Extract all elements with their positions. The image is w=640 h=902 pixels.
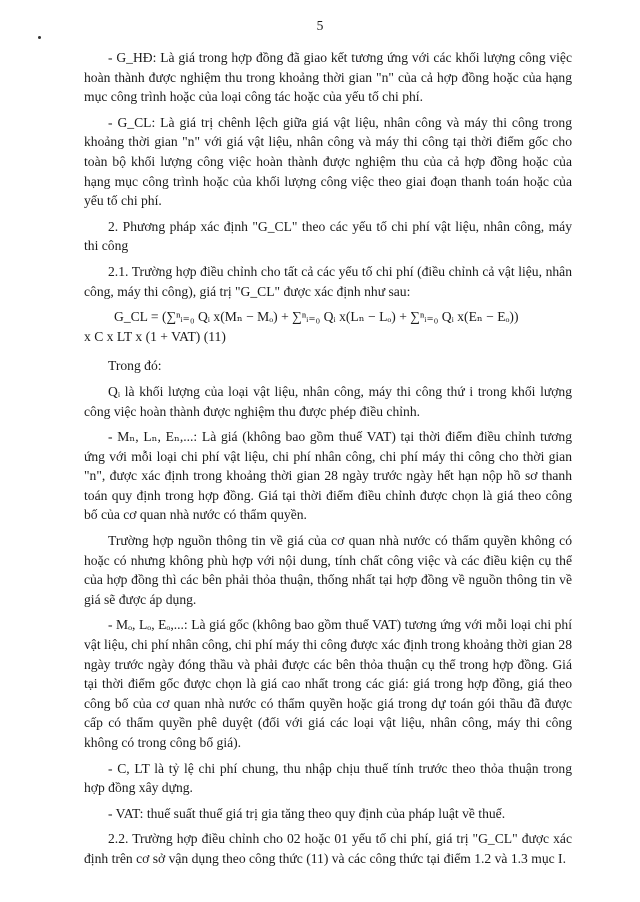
paragraph-price-source: Trường hợp nguồn thông tin về giá của cơ quan nhà nước có thẩm quyền không có hoặc có nhưng không phù hợp với nội dung, tính chất công việc và các điều kiện cụ thể của hợp đồng thì các bên phải thỏa thuận, thống nhất tại hợp đồng về nguồn thông tin về giá sẽ được áp dụng. — [84, 533, 572, 607]
paragraph-mn-ln-en: - Mₙ, Lₙ, Eₙ,...: Là giá (không bao gồm thuế VAT) tại thời điểm điều chỉnh tương ứng với mỗi loại chi phí vật liệu, chi phí nhân công, chi phí máy thi công cho thời gian "n", được xác định trong khoảng thời gian 28 ngày trước ngày hết hạn nộp hồ sơ thanh toán quy định trong hợp đồng. Giá tại thời điểm điều chỉnh được chọn là giá theo công bố của cơ quan nhà nước có thẩm quyền. — [84, 429, 572, 523]
formula-line-1: G_CL = (∑ⁿᵢ₌₀ Qᵢ x(Mₙ − Mₒ) + ∑ⁿᵢ₌₀ Qᵢ x(Lₙ − Lₒ) + ∑ⁿᵢ₌₀ Qᵢ x(Eₙ − Eₒ)) — [114, 309, 519, 325]
paragraph-2-1: 2.1. Trường hợp điều chỉnh cho tất cả các yếu tố chi phí (điều chỉnh cả vật liệu, nhân công, máy thi công), giá trị "G_CL" được xác định như sau: — [84, 263, 572, 299]
page-content — [84, 48, 572, 875]
formula-line-2: x C x LT x (1 + VAT) (11) — [84, 328, 226, 344]
paragraph-c-lt: - C, LT là tỷ lệ chi phí chung, thu nhập chịu thuế tính trước theo thỏa thuận trong hợp đồng xây dựng. — [84, 760, 572, 796]
scan-speck — [38, 36, 41, 39]
paragraph-mo-lo-eo: - Mₒ, Lₒ, Eₒ,...: Là giá gốc (không bao gồm thuế VAT) tương ứng với mỗi loại chi phí vật liệu, chi phí nhân công, chi phí máy thi công được xác định trong khoảng thời gian 28 ngày trước ngày đóng thầu và phải được các bên thỏa thuận cụ thể trong hợp đồng. Giá tại thời điểm gốc được chọn là giá cao nhất trong các giá: giá trong hợp đồng, giá theo công bố của cơ quan nhà nước có thẩm quyền hoặc giá trong dự toán gói thầu đã được cấp có thẩm quyền phê duyệt (đối với giá các loại vật liệu, nhân công, máy thi công không có trong công bố giá). — [84, 617, 572, 750]
paragraph-where: Trong đó: — [108, 358, 162, 374]
section-heading-2: 2. Phương pháp xác định "G_CL" theo các yếu tố chi phí vật liệu, nhân công, máy thi công — [84, 218, 572, 254]
paragraph-g-cl: - G_CL: Là giá trị chênh lệch giữa giá vật liệu, nhân công và máy thi công trong khoảng thời gian "n" với giá vật liệu, nhân công và máy thi công tại thời điểm gốc cho toàn bộ khối lượng công việc hoàn thành được nghiệm thu của cả hợp đồng hoặc của hạng mục công trình hoặc của khối lượng công việc theo giai đoạn thanh toán hoặc của yếu tố chi phí. — [84, 114, 572, 209]
page-number: 5 — [316, 18, 324, 33]
paragraph-g-hd: - G_HĐ: Là giá trong hợp đồng đã giao kết tương ứng với các khối lượng công việc hoàn thành được nghiệm thu trong khoảng thời gian "n" của cả hợp đồng hoặc của hạng mục công trình hoặc của loại công tác hoặc của yếu tố chi phí. — [84, 50, 572, 105]
paragraph-qi: Qᵢ là khối lượng của loại vật liệu, nhân công, máy thi công thứ i trong khối lượng công việc hoàn thành được nghiệm thu được phép điều chỉnh. — [84, 383, 572, 419]
paragraph-vat: - VAT: thuế suất thuế giá trị gia tăng theo quy định của pháp luật về thuế. — [108, 805, 506, 821]
paragraph-2-2: 2.2. Trường hợp điều chỉnh cho 02 hoặc 01 yếu tố chi phí, giá trị "G_CL" được xác định trên cơ sở vận dụng theo công thức (11) và các công thức tại điểm 1.2 và 1.3 mục I. — [84, 831, 572, 866]
